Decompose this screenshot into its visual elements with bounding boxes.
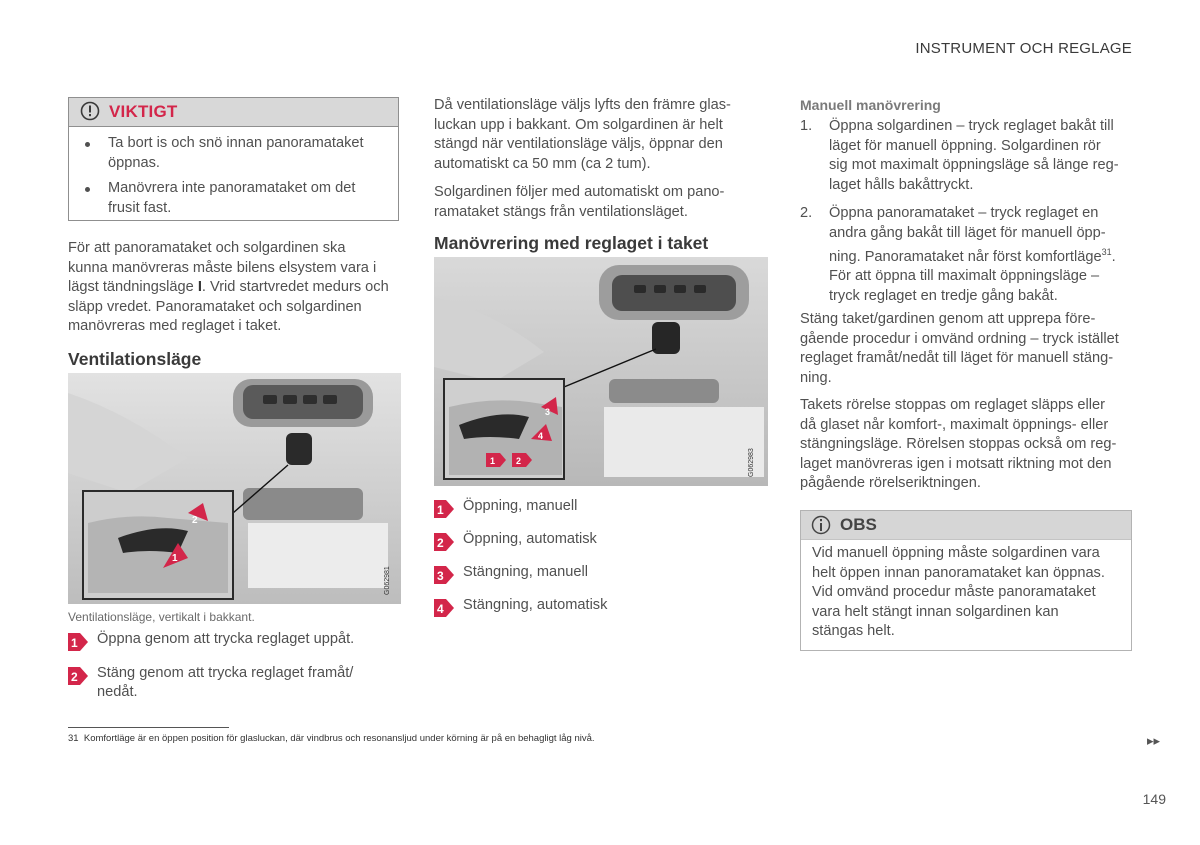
figure-ventilation [68,373,401,604]
ventilation-illustration [68,373,401,604]
next-page-icon: ▸▸ [1147,733,1161,748]
warning-list [69,134,398,218]
svg-text:2: 2 [437,536,444,550]
stop-paragraph: Takets rörelse stoppas om reglaget släpps eller då glaset når komfort-, maximalt öppnings- eller stängningsläge. Rörelsen stoppas också om reg- laget manövreras igen i motsatt riktning mot den pågående rörelseriktningen. [800,397,1117,491]
step-3-badge-icon [434,566,454,584]
manual-steps [800,117,1140,306]
intro-paragraph: För att panoramataket och solgardinen ska kunna manövreras måste bilens elsystem vara i lägst tändningsläge I. Vrid startvredet medurs och släpp vredet. Panoramataket och solgardinen manövreras med reglaget i taket. [68,240,389,334]
note-title: OBS [840,515,877,534]
roof-control-illustration [434,257,768,486]
svg-text:3: 3 [545,407,551,417]
close-paragraph: Stäng taket/gardinen genom att upprepa före- gående procedur i omvänd ordning – tryck istället reglaget framåt/nedåt till läget för manuell stäng- ning. [800,311,1119,386]
figure-caption: Ventilationsläge, vertikalt i bakkant. [68,610,255,624]
svg-text:4: 4 [437,602,444,616]
sunblind-paragraph: Solgardinen följer med automatiskt om pano- ramataket stängs från ventilationsläget. [434,184,725,220]
warning-title: VIKTIGT [109,102,178,121]
info-icon [811,515,831,540]
list-item: Ta bort is och snö innan panoramataket öppnas. [69,134,398,173]
svg-text:2: 2 [71,670,78,684]
step-4-badge-icon [434,599,454,617]
figure-code: G062981 [384,566,391,595]
svg-text:2: 2 [192,515,198,526]
warning-box [68,97,399,221]
footnote-ref: 31 [1101,247,1112,257]
ventilation-paragraph: Då ventilationsläge väljs lyfts den främre glas- luckan upp i bakkant. Om solgardinen är helt stängd när ventilationsläge väljs, öppnar den automatiskt ca 50 mm (ca 2 tum). [434,97,731,172]
svg-text:1: 1 [437,503,444,517]
bullet-icon [85,142,90,147]
svg-text:1: 1 [71,636,78,650]
step-1-badge-icon [68,633,88,651]
svg-text:1: 1 [172,553,178,564]
warning-icon [80,101,100,126]
bullet-icon [85,187,90,192]
heading-ventilation: Ventilationsläge [68,349,202,369]
footnote-number: 31 [68,733,79,744]
step-2-badge-icon [434,533,454,551]
figure-code: G062983 [748,448,755,477]
svg-text:2: 2 [516,456,522,466]
list-item: 2. Öppna panoramataket – tryck reglaget en andra gång bakåt till läget för manuell öpp- ning. Panoramataket når först komfortläge$^{31}$. För att öppna till maximalt öppningsläge – tryck reglaget en tredje gång bakåt. [800,205,1116,304]
svg-text:1: 1 [490,456,496,466]
note-box [800,510,1132,651]
svg-text:4: 4 [538,431,544,441]
footnote [68,733,595,744]
step-1-badge-icon [434,500,454,518]
list-item: 1. Öppna solgardinen – tryck reglaget bakåt till läget för manuell öppning. Solgardinen rör sig mot maximalt öppningsläge så länge reg- laget hålls bakåttryckt. [800,118,1119,193]
page-number: 149 [1142,791,1166,807]
svg-text:3: 3 [437,569,444,583]
step-2-badge-icon [68,667,88,685]
warning-header [69,98,398,127]
heading-roof-control: Manövrering med reglaget i taket [434,233,709,253]
footnote-text: Komfortläge är en öppen position för glasluckan, där vindbrus och resonansljud under körning är på en behagligt låg nivå. [83,733,595,744]
section-header: INSTRUMENT OCH REGLAGE [915,40,1132,57]
figure-roof-control [434,257,768,486]
heading-manual: Manuell manövrering [800,97,941,113]
note-header [801,511,1131,540]
list-item: Manövrera inte panoramataket om det frusit fast. [69,179,398,218]
note-text: Vid manuell öppning måste solgardinen vara helt öppen innan panoramataket kan öppnas. Vid omvänd procedur måste panoramataket vara helt stängt innan solgardinen kan stängas helt. [812,545,1105,639]
footnote-divider [68,727,229,728]
